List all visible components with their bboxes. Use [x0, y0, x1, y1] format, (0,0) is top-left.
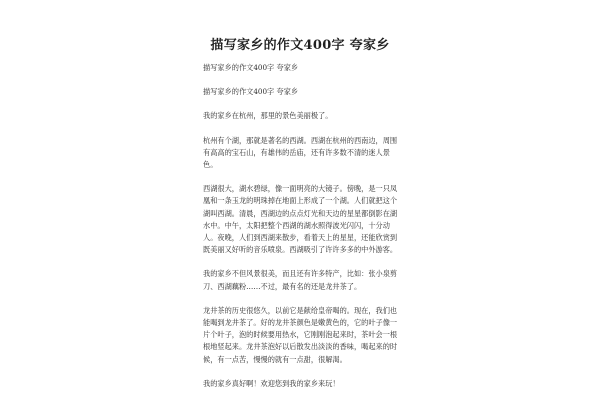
paragraph-5: 龙井茶的历史很悠久，以前它是献给皇帝喝的。现在，我们也能喝到龙井茶了。好的龙井茶颜色是嫩黄色的，它的叶子像一片个叶子，泡的时候要用热水，它刚刚泡起来时，茶叶会一根根地竖起来。龙井茶泡好以后散发出淡淡的香味，喝起来的时候，有一点苦，慢慢的就有一点甜，很解渴。 [203, 305, 398, 364]
subtitle-line-1: 描写家乡的作文400字 夸家乡 [203, 63, 299, 72]
paragraph-4: 我的家乡不但风景很美，而且还有许多特产，比如：张小泉剪刀、西湖藕粉……不过，最有名的还是龙井茶了。 [203, 269, 398, 291]
page-title: 描写家乡的作文400字 夸家乡 [210, 38, 390, 53]
paragraph-6: 我的家乡真好啊！欢迎您到我的家乡来玩！ [203, 378, 340, 388]
paragraph-3: 西湖很大，湖水碧绿，像一面明亮的大镜子。傍晚，是一只凤凰和一条玉龙的明珠掉在地面上形成了一个湖。人们就把这个湖叫西湖。清晨，西湖边的点点灯光和天边的星星都倒影在湖水中。中午，太阳把整个西湖的湖水照得波光闪闪，十分动人。夜晚，人们到西湖来散步，看着天上的星星，还能欣赏到既美丽又好听的音乐喷泉。西湖吸引了许许多多的中外游客。 [203, 184, 398, 255]
paragraph-2: 杭州有个湖，那就是著名的西湖。西湖在杭州的西南边，周围有高高的宝石山，有雄伟的岳庙，还有许多数不清的迷人景色。 [203, 135, 398, 170]
paragraph-1: 我的家乡在杭州，那里的景色美丽极了。 [203, 111, 333, 121]
subtitle-line-2: 描写家乡的作文400字 夸家乡 [203, 87, 299, 97]
document-body [203, 62, 403, 400]
